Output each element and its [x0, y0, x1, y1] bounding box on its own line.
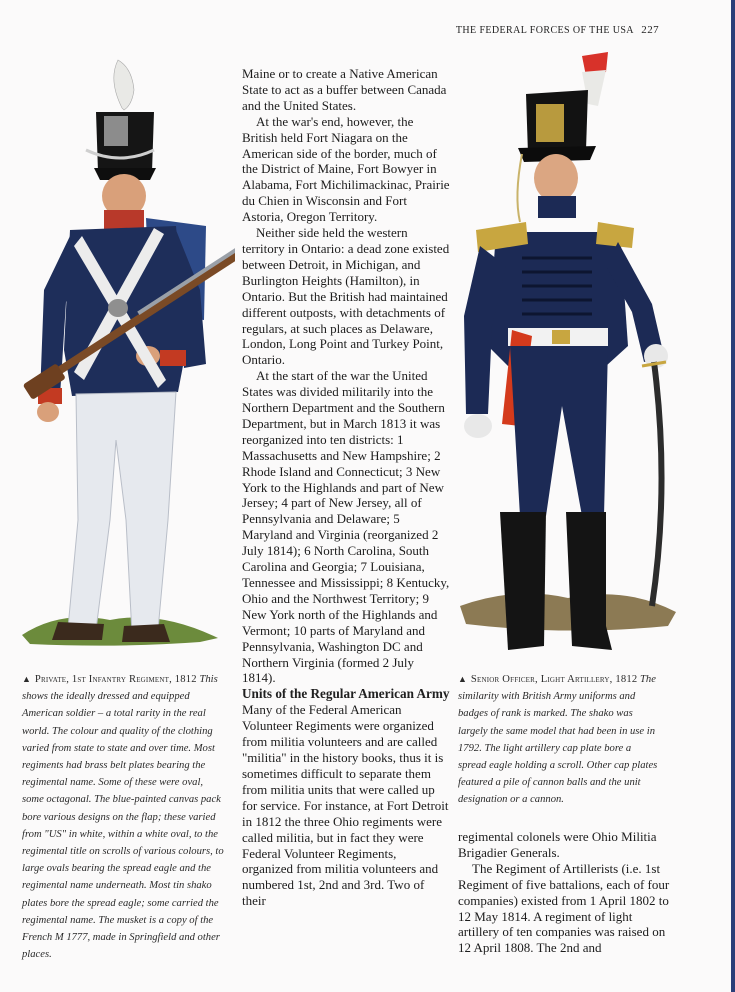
- main-text-column: [242, 66, 450, 909]
- caption-right-body: The similarity with British Army uniforms and badges of rank is marked. The shako was largely the same model that had been in use in 1792. The light artillery cap plate bore a spread eagle holding a scroll. Other cap plates featured a pile of cannon balls and the unit designation or a cannon.: [458, 674, 658, 806]
- ground-patch: [460, 594, 676, 631]
- private-soldier-illustration: [0, 50, 235, 650]
- page-edge: [731, 0, 735, 992]
- artillery-officer-icon: [456, 46, 681, 661]
- paragraph: Neither side held the western territory in Ontario: a dead zone existed between Detroit, in Michigan, and Burlington Heights (Hamilton), in Ontario. But the British had maintained different outposts, with detachments of regulars, at such places as Delaware, London, Long Point and Turkey Point, Ontario.: [242, 225, 450, 368]
- running-title: THE FEDERAL FORCES OF THE USA: [455, 25, 634, 36]
- shako-plume: [114, 60, 134, 110]
- caption-left-body: This shows the ideally dressed and equipped American soldier – a total rarity in the real world. The colour and quality of the clothing varied from state to state and over time. Most regiments had brass belt plates bearing the regimental name. Some of these were oval, some octagonal. The blue-painted canvas pack bore various designs on the flap; these varied from "US" in white, within a white oval, to the regimental title on scrolls of various colours, to large ovals bearing the spread eagle and the regimental name underneath. Most tin shako plates bore the spread eagle; some carried the regimental name. The musket is a copy of the French M 1777, made in Springfield and other places.: [22, 674, 224, 961]
- paragraph: Maine or to create a Native American State to act as a buffer between Canada and the United States.: [242, 66, 447, 113]
- triangle-icon: ▲: [458, 674, 467, 684]
- trousers: [68, 392, 176, 634]
- paragraph: At the start of the war the United States was divided militarily into the Northern Department and the Southern Department, but in March 1813 it was reorganized into ten districts: 1 Massachusetts and New Hampshire; 2 Rhode Island and Connecticut; 3 New York to the Highlands and part of New Jersey; 4 part of New Jersey, all of Pennsylvania and Delaware; 5 Maryland and Virginia (reorganized 2 July 1814); 6 North Carolina, South Carolina and Georgia; 7 Louisiana, Tennessee and Mississippi; 8 Kentucky, Ohio and the Northwest Territory; 9 New York north of the Highlands and Vermont; 10 parts of Maryland and Pennsylvania, Washington DC and Northern Virginia (formed 2 July 1814).: [242, 368, 450, 686]
- page-number: 227: [641, 24, 659, 36]
- trousers: [510, 346, 608, 516]
- paragraph: At the war's end, however, the British held Fort Niagara on the American side of the border, much of the District of Maine, Fort Bowyer in Alabama, Fort Michilimackinac, Prairie du Chien in Wisconsin and Fort Astoria, Oregon Territory.: [242, 113, 450, 225]
- paragraph: The Regiment of Artillerists (i.e. 1st Regiment of five battalions, each of four companies) existed from 1 April 1802 to 12 May 1814. A regiment of light artillery of ten companies was raised on 12 April 1808. The 2nd and: [458, 860, 670, 956]
- caption-left: [22, 671, 227, 963]
- caption-right-title: Senior Officer, Light Artillery, 1812: [470, 674, 638, 685]
- section-heading: Units of the Regular American Army: [242, 686, 450, 702]
- sabre: [652, 362, 662, 606]
- paragraph: Many of the Federal American Volunteer Regiments were organized from militia volunteers and are called "militia" in the history books, thus it is sometimes difficult to separate them from militia units that were called up for service. For instance, at Fort Detroit in 1812 the three Ohio regiments were called militia, but in fact they were Federal Volunteer Regiments, organized from militia volunteers and numbered 1st, 2nd and 3rd. Two of their: [242, 702, 449, 909]
- face: [534, 154, 578, 202]
- triangle-icon: ▲: [22, 674, 31, 684]
- caption-right: [458, 671, 658, 809]
- private-soldier-icon: [0, 50, 235, 650]
- boots: [500, 512, 546, 650]
- paragraph: regimental colonels were Ohio Militia Brigadier Generals.: [458, 829, 657, 860]
- running-header: [456, 24, 659, 36]
- artillery-officer-illustration: [456, 46, 681, 661]
- caption-left-title: Private, 1st Infantry Regiment, 1812: [34, 674, 197, 685]
- right-text-column: [458, 829, 673, 956]
- grass-patch: [22, 617, 218, 645]
